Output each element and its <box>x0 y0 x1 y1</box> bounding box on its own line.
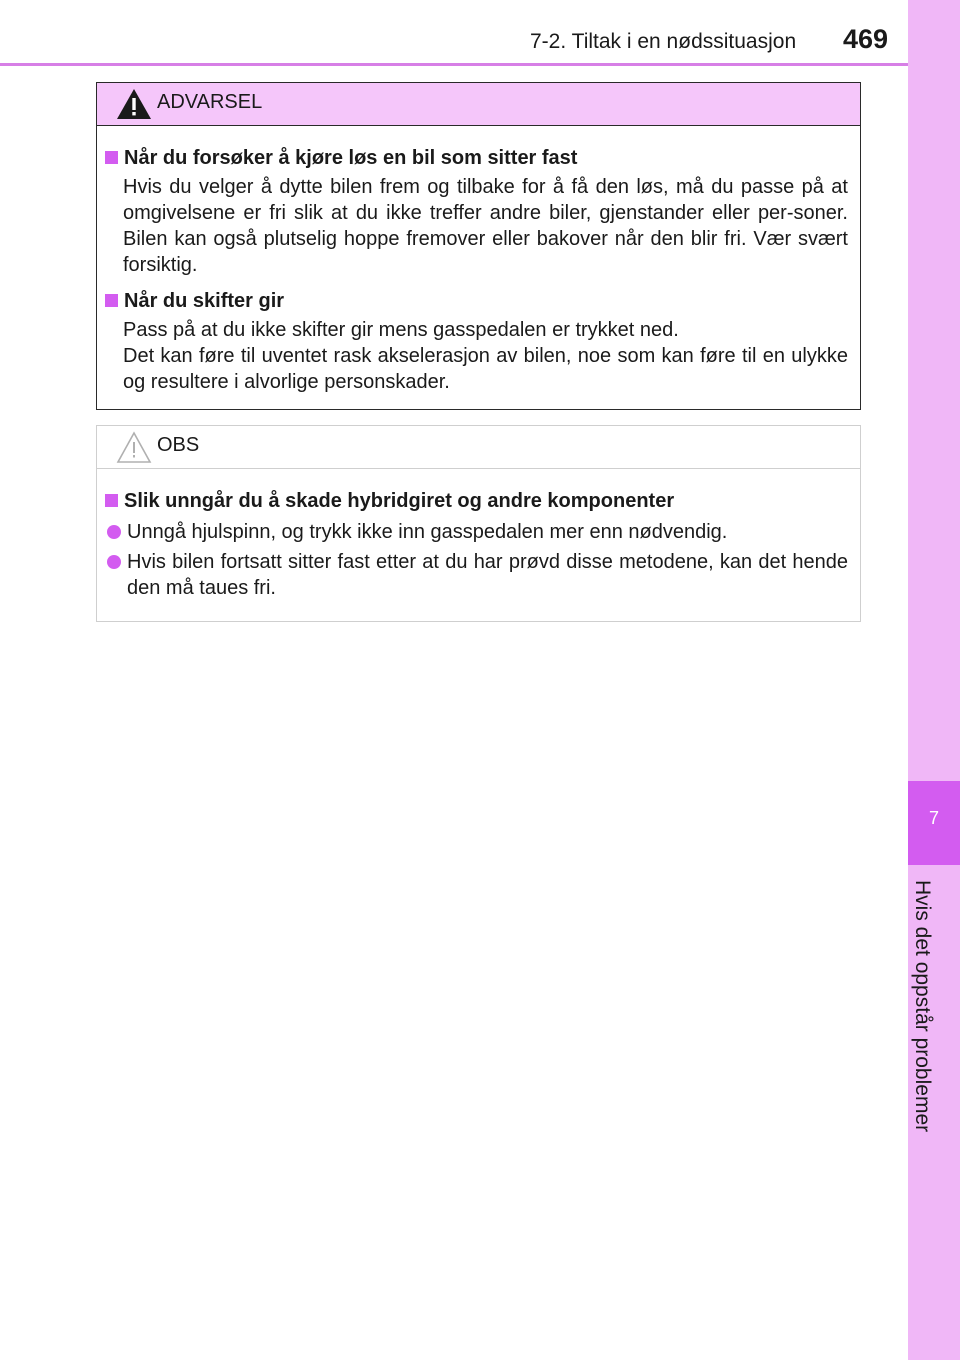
notice-heading <box>105 487 848 515</box>
notice-bullet-text: Unngå hjulspinn, og trykk ikke inn gasspedalen mer enn nødvendig. <box>127 521 728 543</box>
warning-label: ADVARSEL <box>157 91 263 113</box>
square-bullet-icon <box>105 494 118 507</box>
notice-label: OBS <box>157 434 200 456</box>
round-bullet-icon <box>107 555 121 569</box>
warning-item-heading-text: Når du forsøker å kjøre løs en bil som sitter fast <box>124 147 578 169</box>
chapter-number-tab <box>908 781 960 865</box>
chapter-number: 7 <box>928 808 939 828</box>
page-number: 469 <box>843 24 889 54</box>
warning-item-heading <box>105 144 848 172</box>
notice-header <box>97 426 860 469</box>
warning-item-heading <box>105 287 848 315</box>
warning-item-heading-text: Når du skifter gir <box>124 290 285 312</box>
warning-paragraph: Pass på at du ikke skifter gir mens gasspedalen er trykket ned. <box>123 319 679 341</box>
notice-box <box>96 425 861 622</box>
section-title: 7-2. Tiltak i en nødssituasjon <box>530 30 797 53</box>
round-bullet-icon <box>107 525 121 539</box>
square-bullet-icon <box>105 294 118 307</box>
warning-paragraph: Det kan føre til uventet rask akselerasjon av bilen, noe som kan føre til en ulykke og resultere i alvorlige personskader. <box>123 345 848 393</box>
notice-heading-text: Slik unngår du å skade hybridgiret og andre komponenter <box>124 490 675 512</box>
warning-triangle-icon <box>115 87 153 121</box>
chapter-title: Hvis det oppstår problemer <box>911 880 934 1133</box>
warning-box <box>96 82 861 410</box>
notice-bullet <box>105 549 848 601</box>
header-rule <box>0 63 908 66</box>
square-bullet-icon <box>105 151 118 164</box>
notice-content <box>97 469 860 601</box>
warning-content <box>97 126 860 395</box>
notice-bullet <box>105 519 848 545</box>
notice-bullet-text: Hvis bilen fortsatt sitter fast etter at du har prøvd disse metodene, kan det hende den må taues fri. <box>127 551 848 599</box>
chapter-side-tab <box>908 0 960 1360</box>
caution-triangle-outline-icon <box>115 430 153 464</box>
warning-paragraph: Hvis du velger å dytte bilen frem og tilbake for å få den løs, må du passe på at omgivelsene er fri slik at du ikke treffer andre biler, gjenstander eller per-soner. Bilen kan også plutselig hoppe fremover eller bakover når den blir fri. Vær svært forsiktig. <box>123 176 848 276</box>
warning-header <box>97 83 860 126</box>
